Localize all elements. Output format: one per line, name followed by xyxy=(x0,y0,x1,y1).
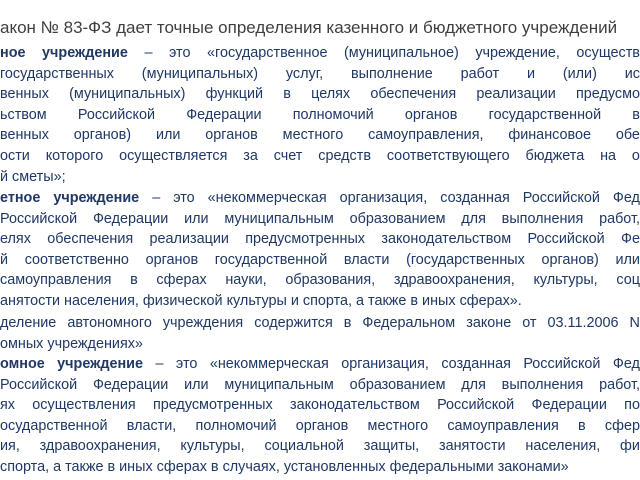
word: в xyxy=(130,272,138,289)
text-line xyxy=(0,250,640,271)
text-line xyxy=(0,125,640,146)
word: услуг, xyxy=(285,65,324,82)
text-line xyxy=(0,270,640,291)
word: Фед xyxy=(612,356,640,372)
word: законе xyxy=(466,315,512,331)
word: выполнение xyxy=(351,65,433,82)
text-line xyxy=(0,43,640,64)
word: (государственных xyxy=(406,251,525,268)
word: учреждения xyxy=(162,315,244,331)
word: обеспечения xyxy=(47,231,134,248)
word: для xyxy=(461,210,486,227)
word: ис xyxy=(624,65,640,82)
word: выполнения xyxy=(501,210,584,227)
word: – xyxy=(152,190,161,206)
text-line xyxy=(0,209,640,230)
word: Фед xyxy=(612,190,640,206)
word: культуры xyxy=(226,292,287,309)
term-word: учреждение xyxy=(53,190,140,206)
word: реализации xyxy=(149,231,229,248)
word: органов xyxy=(205,127,258,144)
word: осуществляется xyxy=(119,147,228,164)
word: реализации xyxy=(476,86,556,103)
word: организация, xyxy=(339,190,428,206)
word: организация, xyxy=(341,356,429,372)
word: науки, xyxy=(225,272,267,289)
word: Федерации xyxy=(531,397,607,414)
word: Российской xyxy=(527,231,605,248)
text-line xyxy=(0,291,640,312)
word: обе xyxy=(615,127,640,144)
word: – xyxy=(144,45,153,61)
slide-title: акон № 83-ФЗ дает точные определения казенного и бюджетного учреждений xyxy=(0,18,618,37)
word: в xyxy=(283,86,291,103)
word: и xyxy=(290,292,299,309)
word: Федерации xyxy=(186,106,262,123)
paragraph-kazennoe xyxy=(0,43,640,187)
word: также xyxy=(65,458,104,475)
word: а xyxy=(356,292,365,309)
text-line xyxy=(0,64,640,85)
word: государственных xyxy=(0,65,114,82)
text-line xyxy=(0,436,640,457)
word: культуры, xyxy=(533,272,598,289)
text-line xyxy=(0,229,640,250)
word: местного xyxy=(367,417,429,434)
text-line xyxy=(0,334,640,355)
word: или xyxy=(155,127,181,144)
word: Федеральном xyxy=(362,315,456,331)
word: – xyxy=(155,356,164,372)
word: для xyxy=(461,376,486,393)
word: населения, xyxy=(64,292,139,309)
word: счет xyxy=(273,147,303,164)
word: самоуправления xyxy=(447,417,559,434)
word: в xyxy=(632,106,640,123)
word: «государственное xyxy=(207,45,328,61)
word: созданная xyxy=(441,356,511,372)
word: в xyxy=(210,458,219,475)
word: (муниципальных) xyxy=(141,65,259,82)
text-line xyxy=(0,313,640,334)
word: омных xyxy=(0,335,44,352)
word: предусмотренных xyxy=(245,231,365,248)
text-line xyxy=(0,354,640,375)
word: это xyxy=(169,45,191,61)
word: спорта, xyxy=(302,292,352,309)
word: «некоммерческая xyxy=(209,356,329,372)
word: это xyxy=(175,356,198,372)
word: здравоохранения, xyxy=(393,272,515,289)
word: государственной xyxy=(488,106,602,123)
word: фи xyxy=(620,438,640,455)
word: бюджета xyxy=(525,147,585,164)
word: сферах xyxy=(156,458,207,475)
word: спорта, xyxy=(0,458,50,475)
word: Российской xyxy=(77,106,155,123)
text-line xyxy=(0,416,640,437)
word: образованием xyxy=(349,210,446,227)
word: Федерации xyxy=(92,376,169,393)
word: содержится xyxy=(254,315,333,331)
text-line xyxy=(0,188,640,209)
word: соц xyxy=(616,272,640,289)
word: муниципальным xyxy=(224,376,334,393)
word: сферах». xyxy=(459,292,522,309)
word: муниципальным xyxy=(224,210,334,227)
text-line xyxy=(0,105,640,126)
word: созданная xyxy=(440,190,510,206)
term-word: омное xyxy=(0,356,45,372)
word: законодательством xyxy=(289,397,420,414)
word: иных xyxy=(119,458,153,475)
word: (или) xyxy=(562,65,597,82)
word: (муниципальных) xyxy=(69,86,186,103)
word: которого xyxy=(45,147,104,164)
word: й xyxy=(0,168,9,185)
text-line xyxy=(0,395,640,416)
word: обеспечения xyxy=(370,86,457,103)
word: занятости xyxy=(438,438,506,455)
word: полномочий xyxy=(292,106,374,123)
text-line xyxy=(0,457,640,478)
word: автономного xyxy=(67,315,152,331)
word: в xyxy=(107,458,116,475)
word: учреждение, xyxy=(475,45,560,61)
word: сферах xyxy=(156,272,207,289)
word: работ xyxy=(460,65,500,82)
word: венных xyxy=(0,86,49,103)
word: или xyxy=(184,376,209,393)
word: Российской xyxy=(522,190,600,206)
text-line xyxy=(0,84,640,105)
word: законодательством xyxy=(381,231,512,248)
word: ьством xyxy=(0,106,47,123)
word: Российской xyxy=(0,376,78,393)
word: осуществ xyxy=(576,45,640,61)
word: учреждениях» xyxy=(47,335,143,352)
word: целях xyxy=(311,86,351,103)
word: сметы»; xyxy=(12,168,66,185)
word: образования, xyxy=(285,272,376,289)
word: физической xyxy=(142,292,223,309)
word: сфер xyxy=(604,417,640,434)
word: органов xyxy=(295,417,349,434)
word: (муниципальное) xyxy=(344,45,459,61)
word: Российской xyxy=(437,397,515,414)
word: государственной xyxy=(214,251,328,268)
word: ях xyxy=(0,397,15,414)
word: в xyxy=(578,417,586,434)
word: законами» xyxy=(497,458,569,475)
word: «некоммерческая xyxy=(207,190,327,206)
word: предусмотренных xyxy=(152,397,273,414)
word: или xyxy=(184,210,209,227)
word: населения, xyxy=(525,438,601,455)
word: работ, xyxy=(599,376,640,393)
word: или xyxy=(615,251,640,268)
word: и xyxy=(526,65,536,82)
word: власти xyxy=(343,251,390,268)
word: N xyxy=(629,315,640,331)
word: выполнения xyxy=(501,376,584,393)
paragraph-byudzhetnoe xyxy=(0,188,640,312)
word: это xyxy=(173,190,195,206)
term-word: учреждение xyxy=(42,45,128,61)
word: ия, xyxy=(0,438,20,455)
text-line xyxy=(0,167,640,188)
word: защиты, xyxy=(363,438,420,455)
word: Федерации xyxy=(92,210,169,227)
word: Фе xyxy=(621,231,640,248)
word: о xyxy=(631,147,640,164)
word: также xyxy=(368,292,407,309)
word: местного xyxy=(282,127,344,144)
term-word: ное xyxy=(0,45,26,61)
paragraph-avtonomnoe xyxy=(0,354,640,478)
word: елях xyxy=(0,231,31,248)
word: власти, xyxy=(126,417,177,434)
word: образованием xyxy=(349,376,446,393)
word: по xyxy=(624,397,640,414)
word: Российской xyxy=(523,356,601,372)
word: а xyxy=(53,458,62,475)
term-word: учреждение xyxy=(57,356,144,372)
word: установленных xyxy=(283,458,386,475)
word: 03.11.2006 xyxy=(547,315,619,331)
word: ости xyxy=(0,147,30,164)
word: органов) xyxy=(541,251,599,268)
word: Российской xyxy=(0,210,78,227)
word: полномочий xyxy=(195,417,277,434)
text-line xyxy=(0,375,640,396)
word: на xyxy=(600,147,617,164)
word: федеральными xyxy=(389,458,494,475)
word: средств xyxy=(318,147,371,164)
text-line xyxy=(0,146,640,167)
word: соответствующего xyxy=(386,147,510,164)
paragraph-avtonomnoe-intro xyxy=(0,313,640,354)
word: в xyxy=(343,315,352,331)
word: культуры, xyxy=(180,438,245,455)
word: иных xyxy=(422,292,456,309)
word: анятости xyxy=(0,292,61,309)
word: органов xyxy=(145,251,199,268)
word: за xyxy=(243,147,258,164)
word: случаях, xyxy=(222,458,280,475)
word: венных xyxy=(0,127,49,144)
word: й xyxy=(0,251,9,268)
word: самоуправления, xyxy=(368,127,484,144)
word: от xyxy=(522,315,537,331)
word: в xyxy=(410,292,419,309)
term-word: етное xyxy=(0,190,41,206)
word: осуществления xyxy=(32,397,136,414)
word: здравоохранения, xyxy=(39,438,161,455)
word: самоуправления xyxy=(0,272,112,289)
word: осударственной xyxy=(0,417,108,434)
word: предусмо xyxy=(575,86,640,103)
word: соответственно xyxy=(24,251,129,268)
word: социальной xyxy=(264,438,344,455)
word: работ, xyxy=(599,210,640,227)
word: финансовое xyxy=(508,127,591,144)
word: органов xyxy=(404,106,458,123)
word: деление xyxy=(0,315,57,331)
word: органов) xyxy=(73,127,132,144)
word: функций xyxy=(205,86,264,103)
